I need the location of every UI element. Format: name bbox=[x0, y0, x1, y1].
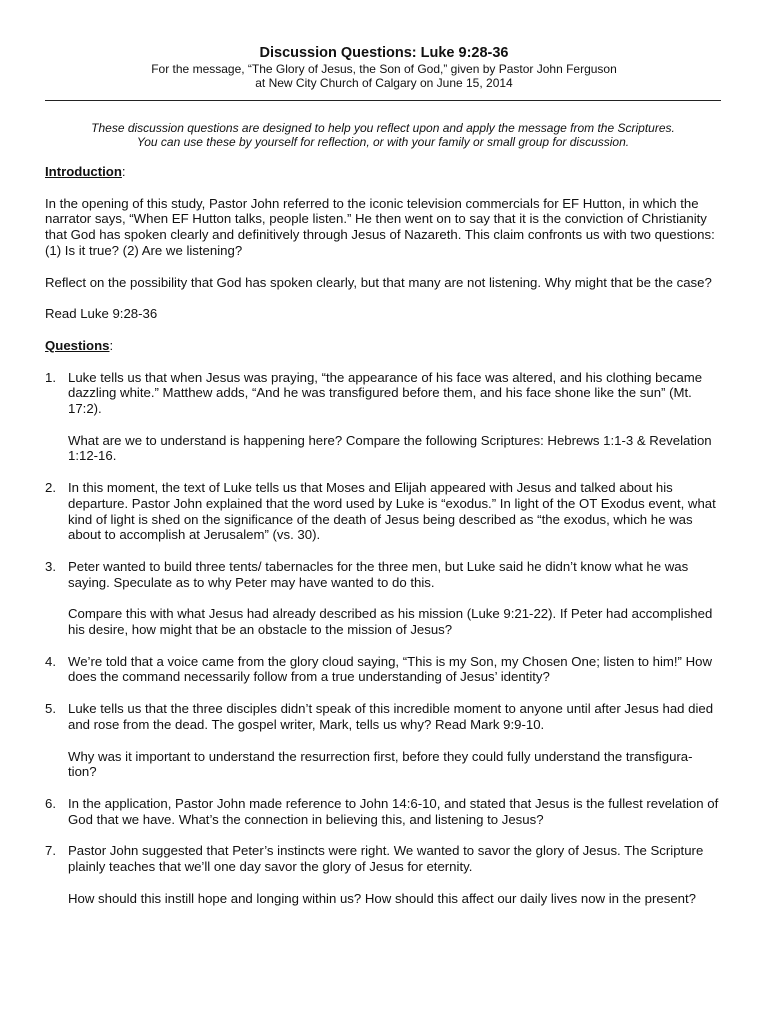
question-item bbox=[45, 480, 721, 543]
question-number: 2. bbox=[45, 480, 56, 496]
question-number: 4. bbox=[45, 653, 56, 669]
document-header bbox=[0, 44, 768, 90]
introduction-paragraph-2: Reflect on the possibility that God has spoken clearly, but that many are not listening. Why might that be the case? bbox=[45, 274, 712, 290]
question-number: 1. bbox=[45, 369, 56, 385]
questions-list bbox=[45, 370, 721, 907]
question-text: Peter wanted to build three tents/ tabernacles for the three men, but Luke said he didn’t know what he was saying. Speculate as to why Peter may have wanted to do this. bbox=[68, 558, 689, 590]
question-followup: Compare this with what Jesus had already described as his mission (Luke 9:21-22). If Peter had accomplished his desire, how might that be an obstacle to the mission of Jesus? bbox=[68, 606, 713, 638]
introduction-heading: Introduction: bbox=[45, 164, 126, 179]
question-text: Luke tells us that when Jesus was praying, “the appearance of his face was altered, and his clothing became dazzling white.” Matthew adds, “And he was transfigured before them, and his face shone like the sun” (Mt. 17:2). bbox=[68, 369, 703, 417]
question-item bbox=[45, 370, 721, 465]
question-item bbox=[45, 559, 721, 638]
question-followup: How should this instill hope and longing within us? How should this affect our daily lives now in the present? bbox=[68, 890, 696, 906]
question-text: We’re told that a voice came from the glory cloud saying, “This is my Son, my Chosen One; listen to him!” How does the command necessarily follow from a true understanding of Jesus’ identity? bbox=[68, 653, 712, 685]
purpose-note-line1: These discussion questions are designed to help you reflect upon and apply the message from the Scriptures. bbox=[91, 121, 675, 135]
question-followup: What are we to understand is happening here? Compare the following Scriptures: Hebrews 1:1-3 & Revelation 1:12-16. bbox=[68, 432, 712, 464]
question-text: Luke tells us that the three disciples didn’t speak of this incredible moment to anyone until after Jesus had died and rose from the dead. The gospel writer, Mark, tells us why? Read Mark 9:9-10. bbox=[68, 701, 714, 732]
question-item bbox=[45, 796, 721, 827]
question-item bbox=[45, 843, 721, 906]
question-item bbox=[45, 654, 721, 685]
purpose-note bbox=[45, 121, 721, 149]
question-number: 6. bbox=[45, 795, 56, 811]
question-followup: Why was it important to understand the resurrection first, before they could fully understand the transfigura-tion? bbox=[68, 748, 693, 780]
question-number: 3. bbox=[45, 558, 56, 574]
question-text: Pastor John suggested that Peter’s instincts were right. We wanted to savor the glory of Jesus. The Scripture plainly teaches that we’ll one day savor the glory of Jesus for eternity. bbox=[68, 843, 704, 875]
question-number: 5. bbox=[45, 701, 56, 717]
introduction-paragraph-1: In the opening of this study, Pastor John referred to the iconic television commercials for EF Hutton, in which the narrator says, “When EF Hutton talks, people listen.” He then went on to say that it is the conviction of Christianity that God has spoken clearly and definitively through Jesus of Nazareth. This claim confronts us with two questions: (1) Is it true? (2) Are we listening? bbox=[45, 195, 715, 258]
question-item bbox=[45, 701, 721, 780]
header-divider bbox=[45, 100, 721, 101]
document-subtitle-line1: For the message, “The Glory of Jesus, the Son of God,” given by Pastor John Ferguson bbox=[151, 62, 617, 76]
purpose-note-line2: You can use these by yourself for reflection, or with your family or small group for discussion. bbox=[136, 135, 630, 149]
questions-heading: Questions: bbox=[45, 337, 114, 353]
document-subtitle-line2: at New City Church of Calgary on June 15, 2014 bbox=[255, 76, 513, 90]
document-title: Discussion Questions: Luke 9:28-36 bbox=[259, 45, 509, 61]
question-text: In this moment, the text of Luke tells us that Moses and Elijah appeared with Jesus and talked about his departure. Pastor John explained that the word used by Luke is “exodus.” In light of the OT Exodus event, what kind of light is shed on the significance of the death of Jesus being described as “the exodus, which he was about to accomplish at Jerusalem” (vs. 30). bbox=[68, 480, 716, 543]
reading-assignment: Read Luke 9:28-36 bbox=[45, 306, 158, 322]
document-body bbox=[45, 164, 721, 923]
question-number: 7. bbox=[45, 843, 56, 859]
question-text: In the application, Pastor John made reference to John 14:6-10, and stated that Jesus is the fullest revelation of God that we have. What’s the connection in believing this, and listening to Jesus? bbox=[68, 795, 719, 827]
